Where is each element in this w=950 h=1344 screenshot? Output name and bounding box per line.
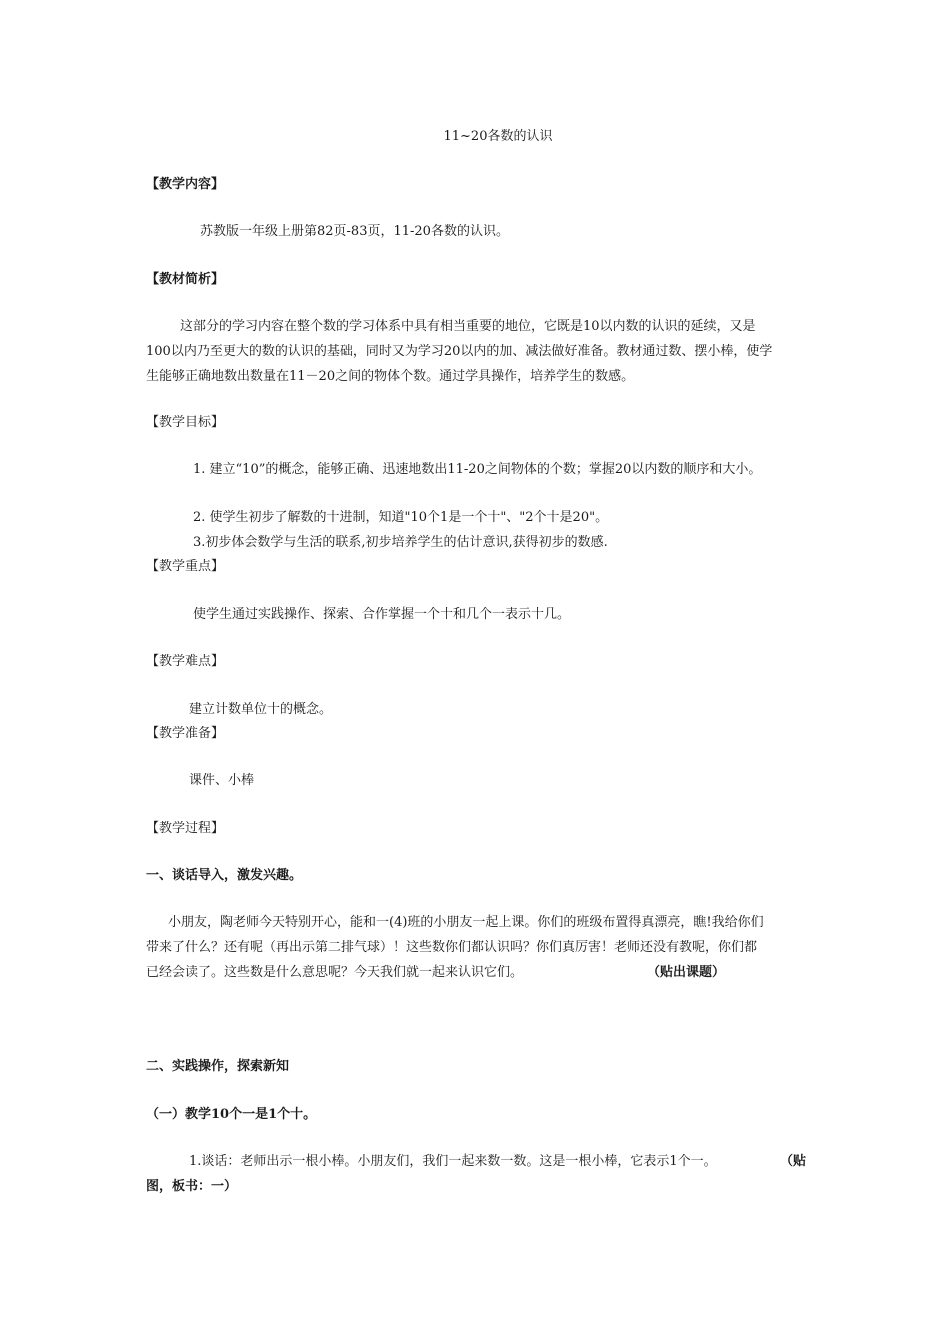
section-heading-key: 【教学重点】 [146,559,225,574]
step1-note-start: （贴 [780,1154,807,1169]
part1-line: 带来了什么？还有呢（再出示第二排气球）！这些数你们都认识吗？你们真厉害！老师还没有教呢，你们都 [146,940,758,955]
part1-line: 小朋友，陶老师今天特别开心，能和一(4)班的小朋友一起上课。你们的班级布置得真漂亮，瞧!我给你们 [168,915,764,930]
content-text: 苏教版一年级上册第82页-83页，11-20各数的认识。 [200,224,509,239]
difficulty-text: 建立计数单位十的概念。 [189,702,333,717]
part1-note: （贴出课题） [647,965,726,980]
page-title: 11~20各数的认识 [443,129,553,144]
section-heading-goals: 【教学目标】 [146,415,225,430]
goal-item: 1. 建立“10”的概念，能够正确、迅速地数出11-20之间物体的个数；掌握20以内数的顺序和大小。 [193,462,762,477]
section-heading-analysis: 【教材简析】 [146,272,225,287]
analysis-line: 这部分的学习内容在整个数的学习体系中具有相当重要的地位，它既是10以内数的认识的延续，又是 [180,319,756,334]
goal-item: 2. 使学生初步了解数的十进制，知道"10个1是一个十"、"2个十是20"。 [193,510,609,525]
analysis-line: 100以内乃至更大的数的认识的基础，同时又为学习20以内的加、减法做好准备。教材通过数、摆小棒，使学 [146,344,773,359]
section-heading-process: 【教学过程】 [146,821,225,836]
part1-line: 已经会读了。这些数是什么意思呢？今天我们就一起来认识它们。 [146,965,524,980]
goal-item: 3.初步体会数学与生活的联系,初步培养学生的估计意识,获得初步的数感. [193,535,608,550]
part1-heading: 一、谈话导入，激发兴趣。 [146,868,303,883]
analysis-line: 生能够正确地数出数量在11－20之间的物体个数。通过学具操作，培养学生的数感。 [146,369,635,384]
section-heading-prep: 【教学准备】 [146,726,225,741]
part2-heading: 二、实践操作，探索新知 [146,1059,290,1074]
sub1-heading: （一）教学10个一是1个十。 [146,1107,317,1122]
step1-note-end: 图，板书：一） [146,1179,238,1194]
prep-text: 课件、小棒 [189,773,255,788]
key-text: 使学生通过实践操作、探索、合作掌握一个十和几个一表示十几。 [193,607,571,622]
step1-text: 1.谈话：老师出示一根小棒。小朋友们，我们一起来数一数。这是一根小棒，它表示1个一。 [189,1154,717,1169]
section-heading-content: 【教学内容】 [146,177,225,192]
section-heading-difficulty: 【教学难点】 [146,654,225,669]
